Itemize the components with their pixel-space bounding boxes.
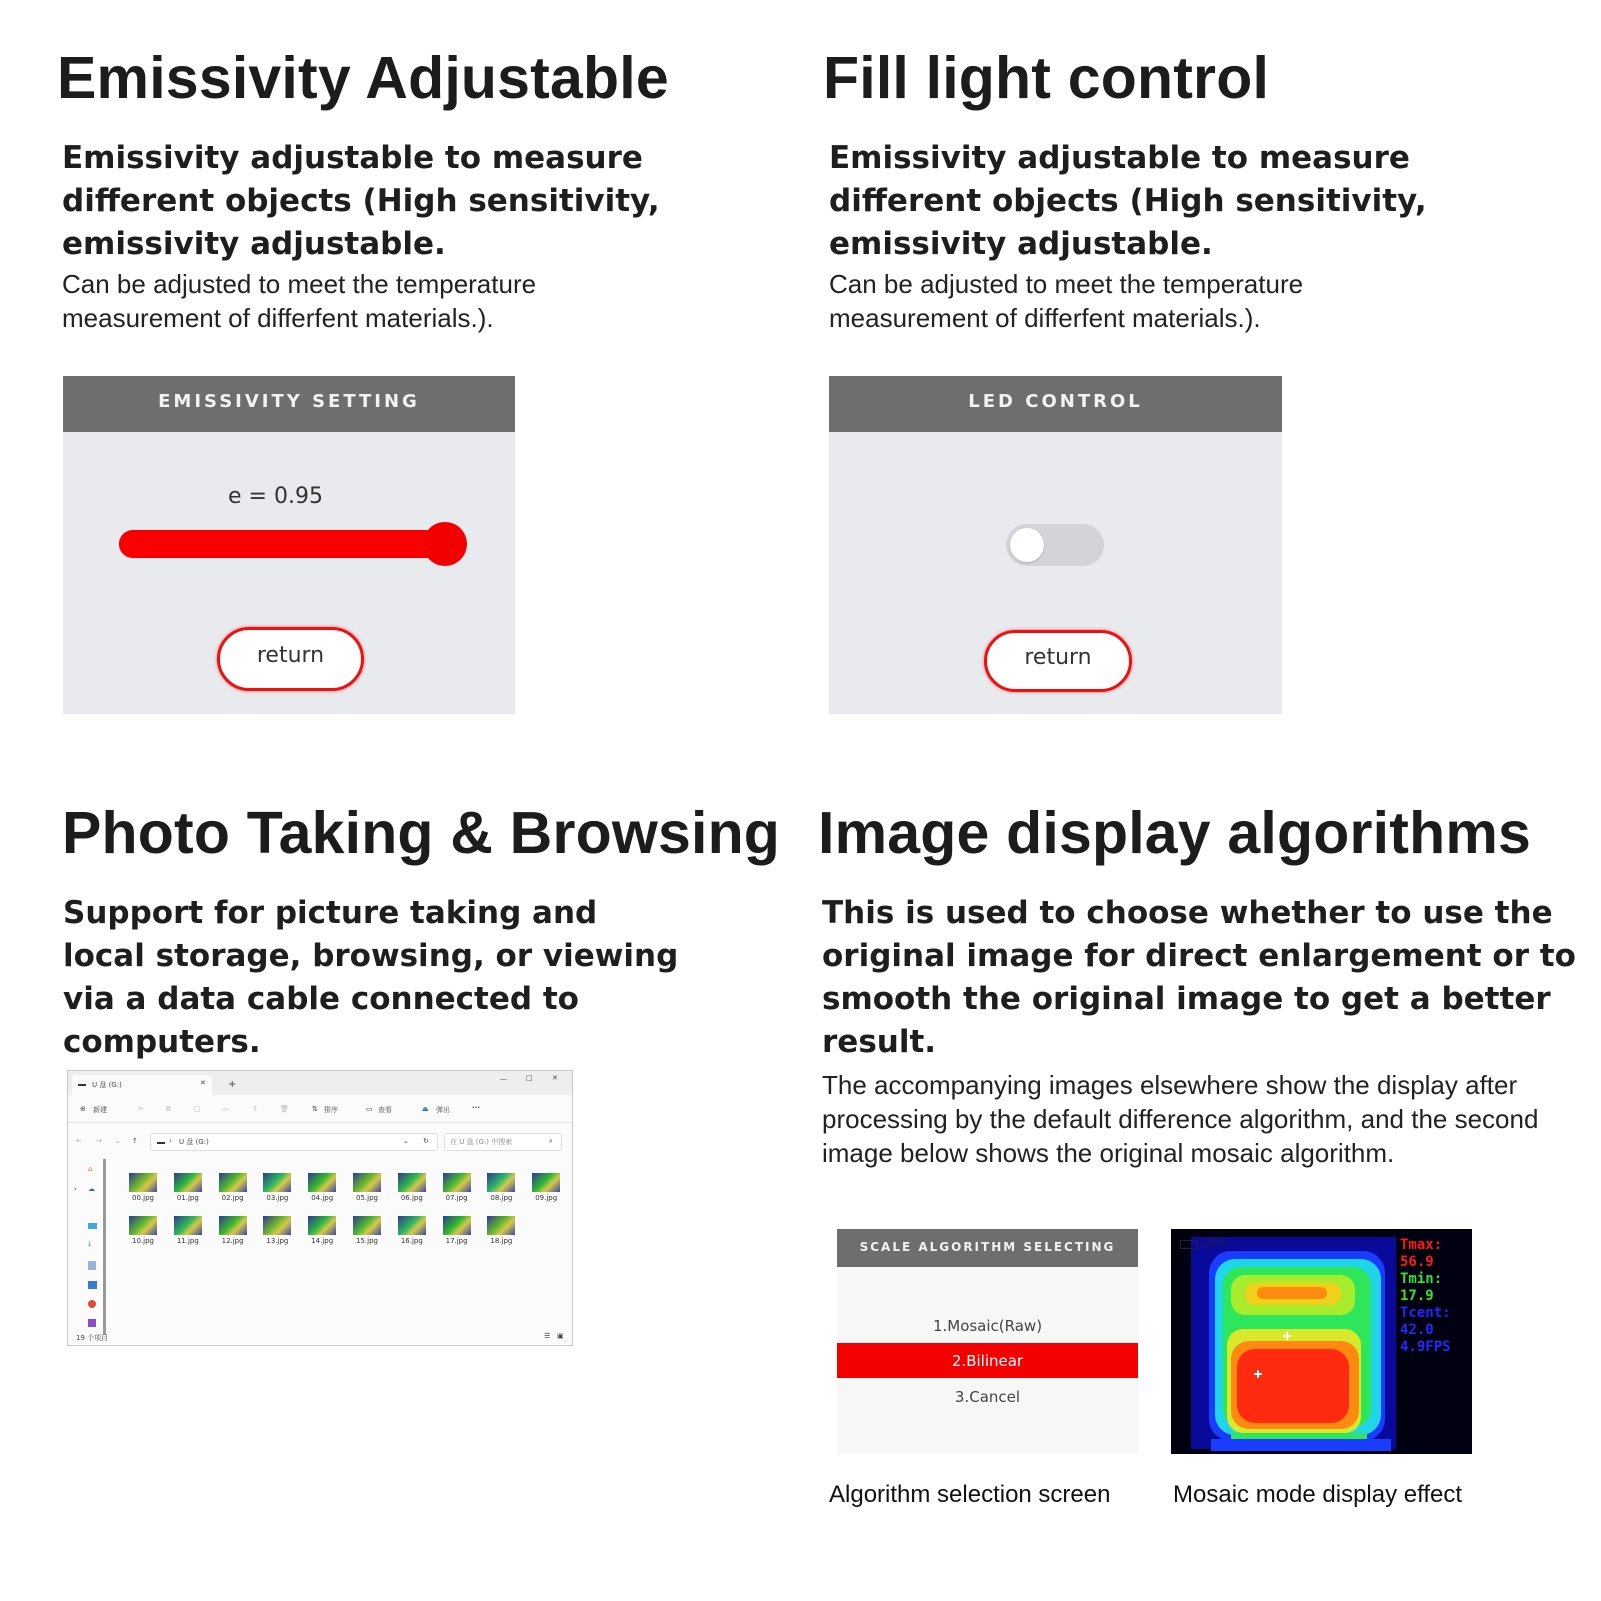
- file-name: 04.jpg: [311, 1194, 334, 1202]
- file-name: 09.jpg: [535, 1194, 558, 1202]
- music-icon[interactable]: [88, 1300, 96, 1308]
- copy-icon[interactable]: ⧉: [166, 1105, 171, 1113]
- downloads-icon[interactable]: ⤓: [88, 1239, 92, 1247]
- paste-icon[interactable]: ▢: [194, 1105, 201, 1113]
- led-return-button[interactable]: return: [984, 630, 1132, 692]
- emissivity-plain-text: Can be adjusted to meet the temperature measurement of differfent materials.).: [62, 269, 537, 333]
- search-icon[interactable]: ⌕: [549, 1137, 553, 1145]
- file-thumbnail[interactable]: [307, 1173, 337, 1202]
- algorithms-title: Image display algorithms: [818, 800, 1532, 866]
- file-thumbnail[interactable]: [262, 1216, 292, 1245]
- delete-icon[interactable]: 🗑: [280, 1105, 289, 1113]
- maximize-icon[interactable]: □: [526, 1074, 533, 1082]
- thermal-image-caption: Mosaic mode display effect: [1173, 1481, 1463, 1508]
- thermal-thumbnail-image: [443, 1173, 471, 1192]
- up-icon[interactable]: ↑: [132, 1137, 138, 1145]
- desktop-icon[interactable]: [88, 1223, 97, 1229]
- tcent-label: Tcent:: [1400, 1305, 1451, 1321]
- address-bar[interactable]: [150, 1133, 438, 1151]
- file-name: 06.jpg: [400, 1194, 423, 1202]
- file-thumbnail[interactable]: [262, 1173, 292, 1202]
- thermal-readout: [1400, 1237, 1451, 1356]
- emissivity-slider-fill: [119, 530, 443, 558]
- thermal-thumbnail-image: [353, 1173, 381, 1192]
- file-name: 10.jpg: [132, 1237, 154, 1245]
- new-tab-icon[interactable]: +: [228, 1079, 237, 1090]
- search-box[interactable]: [444, 1133, 562, 1151]
- eject-button[interactable]: 弹出: [436, 1106, 450, 1114]
- led-toggle-knob: [1010, 528, 1044, 562]
- file-name: 07.jpg: [445, 1194, 468, 1202]
- fill-light-bold-text: Emissivity adjustable to measure different objects (High sensitivity, emissivity adjustable.: [829, 140, 1427, 262]
- item-count: 19 个项目: [76, 1334, 109, 1342]
- algorithms-bold-text: This is used to choose whether to use the original image for direct enlargement or to smooth the original image to get a better result.: [822, 895, 1576, 1060]
- file-thumbnail[interactable]: [128, 1216, 158, 1245]
- thermal-thumbnail-image: [263, 1173, 291, 1192]
- emissivity-bold-text: Emissivity adjustable to measure different objects (High sensitivity, emissivity adjustable.: [62, 140, 660, 262]
- fps-readout: 4.9FPS: [1400, 1339, 1451, 1355]
- large-icons-view-icon[interactable]: ▣: [557, 1332, 564, 1340]
- photo-bold-text: Support for picture taking and local storage, browsing, or viewing via a data cable connected to computers.: [63, 895, 679, 1060]
- file-name: 17.jpg: [445, 1237, 468, 1245]
- algorithm-screen-header: SCALE ALGORITHM SELECTING: [837, 1229, 1138, 1267]
- thermal-thumbnail-image: [129, 1173, 157, 1192]
- videos-icon[interactable]: [88, 1319, 96, 1327]
- home-icon[interactable]: ⌂: [88, 1165, 93, 1173]
- emissivity-return-button[interactable]: return: [217, 627, 364, 691]
- breadcrumb-chevron-icon: ›: [169, 1137, 172, 1145]
- photo-title: Photo Taking & Browsing: [62, 800, 781, 866]
- documents-icon[interactable]: [88, 1261, 96, 1270]
- tcent-value: 42.0: [1400, 1322, 1434, 1338]
- address-text: U 盘 (G:): [179, 1138, 209, 1146]
- file-thumbnail[interactable]: [397, 1173, 427, 1202]
- forward-icon[interactable]: →: [96, 1137, 102, 1145]
- file-thumbnail[interactable]: [352, 1216, 382, 1245]
- file-name: 00.jpg: [132, 1194, 154, 1202]
- sort-button[interactable]: 排序: [324, 1106, 338, 1114]
- file-thumbnail[interactable]: [442, 1216, 472, 1245]
- tmax-label: Tmax:: [1400, 1237, 1443, 1253]
- file-thumbnail[interactable]: [173, 1216, 203, 1245]
- battery-icon: [1180, 1240, 1198, 1249]
- drive-icon: [157, 1142, 165, 1144]
- file-name: 12.jpg: [221, 1237, 244, 1245]
- thermal-thumbnail-image: [487, 1173, 515, 1192]
- rename-icon[interactable]: ▭: [222, 1105, 229, 1113]
- minimize-icon[interactable]: —: [500, 1075, 507, 1083]
- emissivity-slider-knob[interactable]: [423, 522, 467, 566]
- file-thumbnail[interactable]: [128, 1173, 158, 1202]
- thermal-image: [1171, 1229, 1472, 1454]
- file-thumbnail[interactable]: [442, 1173, 472, 1202]
- algorithm-option-cancel[interactable]: 3.Cancel: [954, 1388, 1021, 1406]
- file-name: 01.jpg: [176, 1194, 199, 1202]
- cut-icon[interactable]: ✂: [138, 1105, 144, 1113]
- cloud-icon[interactable]: ☁: [88, 1185, 95, 1193]
- thermal-thumbnail-image: [398, 1173, 426, 1192]
- explorer-toolbar: [68, 1097, 572, 1123]
- file-thumbnail[interactable]: [307, 1216, 337, 1245]
- algorithm-option-bilinear[interactable]: 2.Bilinear: [951, 1352, 1024, 1370]
- refresh-icon[interactable]: ↻: [423, 1137, 429, 1145]
- sort-icon[interactable]: ⇅: [312, 1105, 318, 1113]
- new-icon[interactable]: ⊕: [80, 1105, 86, 1113]
- thermal-thumbnail-image: [487, 1216, 515, 1235]
- thermal-thumbnail-image: [398, 1216, 426, 1235]
- file-name: 11.jpg: [176, 1237, 199, 1245]
- file-thumbnail[interactable]: [397, 1216, 427, 1245]
- file-thumbnail[interactable]: [218, 1173, 248, 1202]
- emissivity-screen: [63, 376, 515, 714]
- file-name: 05.jpg: [356, 1194, 378, 1202]
- details-view-icon[interactable]: ☰: [544, 1332, 551, 1340]
- fill-light-title: Fill light control: [823, 45, 1270, 111]
- view-button[interactable]: 查看: [378, 1106, 392, 1114]
- thermal-thumbnail-image: [308, 1216, 336, 1235]
- file-name: 16.jpg: [400, 1237, 423, 1245]
- file-name: 15.jpg: [356, 1237, 378, 1245]
- file-name: 18.jpg: [490, 1237, 513, 1245]
- tmin-value: 17.9: [1400, 1288, 1434, 1304]
- thermal-thumbnail-image: [263, 1216, 291, 1235]
- file-name: 08.jpg: [490, 1194, 513, 1202]
- emissivity-screen-header: EMISSIVITY SETTING: [63, 376, 515, 432]
- led-control-header: LED CONTROL: [829, 376, 1282, 432]
- nav-scrollbar[interactable]: [103, 1159, 106, 1335]
- thermal-thumbnail-image: [353, 1216, 381, 1235]
- search-input[interactable]: 在 U 盘 (G:) 中搜索: [450, 1138, 513, 1146]
- window-close-icon[interactable]: ✕: [552, 1074, 558, 1082]
- thermal-thumbnail-image: [129, 1216, 157, 1235]
- expand-chevron-icon[interactable]: ›: [74, 1185, 77, 1193]
- emissivity-slider[interactable]: [119, 530, 443, 558]
- drive-icon: [78, 1084, 86, 1086]
- battery-level: 10%: [1201, 1236, 1228, 1250]
- thermal-thumbnail-image: [308, 1173, 336, 1192]
- thermal-thumbnail-image: [174, 1216, 202, 1235]
- file-thumbnail[interactable]: [218, 1216, 248, 1245]
- address-dropdown-icon[interactable]: ⌄: [403, 1137, 409, 1145]
- share-icon[interactable]: ⇪: [252, 1105, 258, 1113]
- explorer-tab[interactable]: [72, 1075, 212, 1095]
- recent-chevron-icon[interactable]: ⌄: [115, 1137, 121, 1145]
- file-name: 14.jpg: [311, 1237, 334, 1245]
- explorer-tab-label: U 盘 (G:): [92, 1081, 122, 1089]
- file-thumbnail[interactable]: [486, 1216, 516, 1245]
- new-button[interactable]: 新建: [93, 1106, 107, 1114]
- thermal-thumbnail-image: [174, 1173, 202, 1192]
- file-explorer-window: [67, 1070, 573, 1346]
- file-name: 03.jpg: [266, 1194, 289, 1202]
- algorithms-plain-text: The accompanying images elsewhere show the display after processing by the default difference algorithm, and the second image below shows the original mosaic algorithm.: [822, 1070, 1539, 1168]
- led-control-screen: [829, 376, 1282, 714]
- thermal-thumbnail-image: [219, 1173, 247, 1192]
- more-button[interactable]: ···: [472, 1104, 480, 1112]
- view-icon[interactable]: ▭: [366, 1105, 373, 1113]
- led-toggle-switch[interactable]: [1006, 524, 1104, 566]
- file-thumbnail[interactable]: [173, 1173, 203, 1202]
- algorithm-screen-caption: Algorithm selection screen: [829, 1481, 1111, 1508]
- algorithm-option-mosaic[interactable]: 1.Mosaic(Raw): [932, 1317, 1043, 1335]
- tab-close-icon[interactable]: ✕: [200, 1079, 206, 1087]
- file-thumbnail[interactable]: [486, 1173, 516, 1202]
- thermal-thumbnail-image: [532, 1173, 560, 1192]
- tmax-value: 56.9: [1400, 1254, 1434, 1270]
- tmin-label: Tmin:: [1400, 1271, 1443, 1287]
- file-name: 02.jpg: [221, 1194, 244, 1202]
- algorithm-selection-screen: [837, 1229, 1138, 1454]
- thermal-thumbnail-image: [219, 1216, 247, 1235]
- eject-icon[interactable]: ⏏: [422, 1105, 429, 1113]
- emissivity-title: Emissivity Adjustable: [57, 45, 669, 111]
- pictures-icon[interactable]: [88, 1281, 97, 1289]
- file-name: 13.jpg: [266, 1237, 289, 1245]
- fill-light-plain-text: Can be adjusted to meet the temperature measurement of differfent materials.).: [829, 269, 1304, 333]
- back-icon[interactable]: ←: [76, 1137, 82, 1145]
- thermal-thumbnail-image: [443, 1216, 471, 1235]
- emissivity-value-label: e = 0.95: [228, 484, 323, 509]
- file-thumbnail[interactable]: [531, 1173, 561, 1202]
- file-thumbnail[interactable]: [352, 1173, 382, 1202]
